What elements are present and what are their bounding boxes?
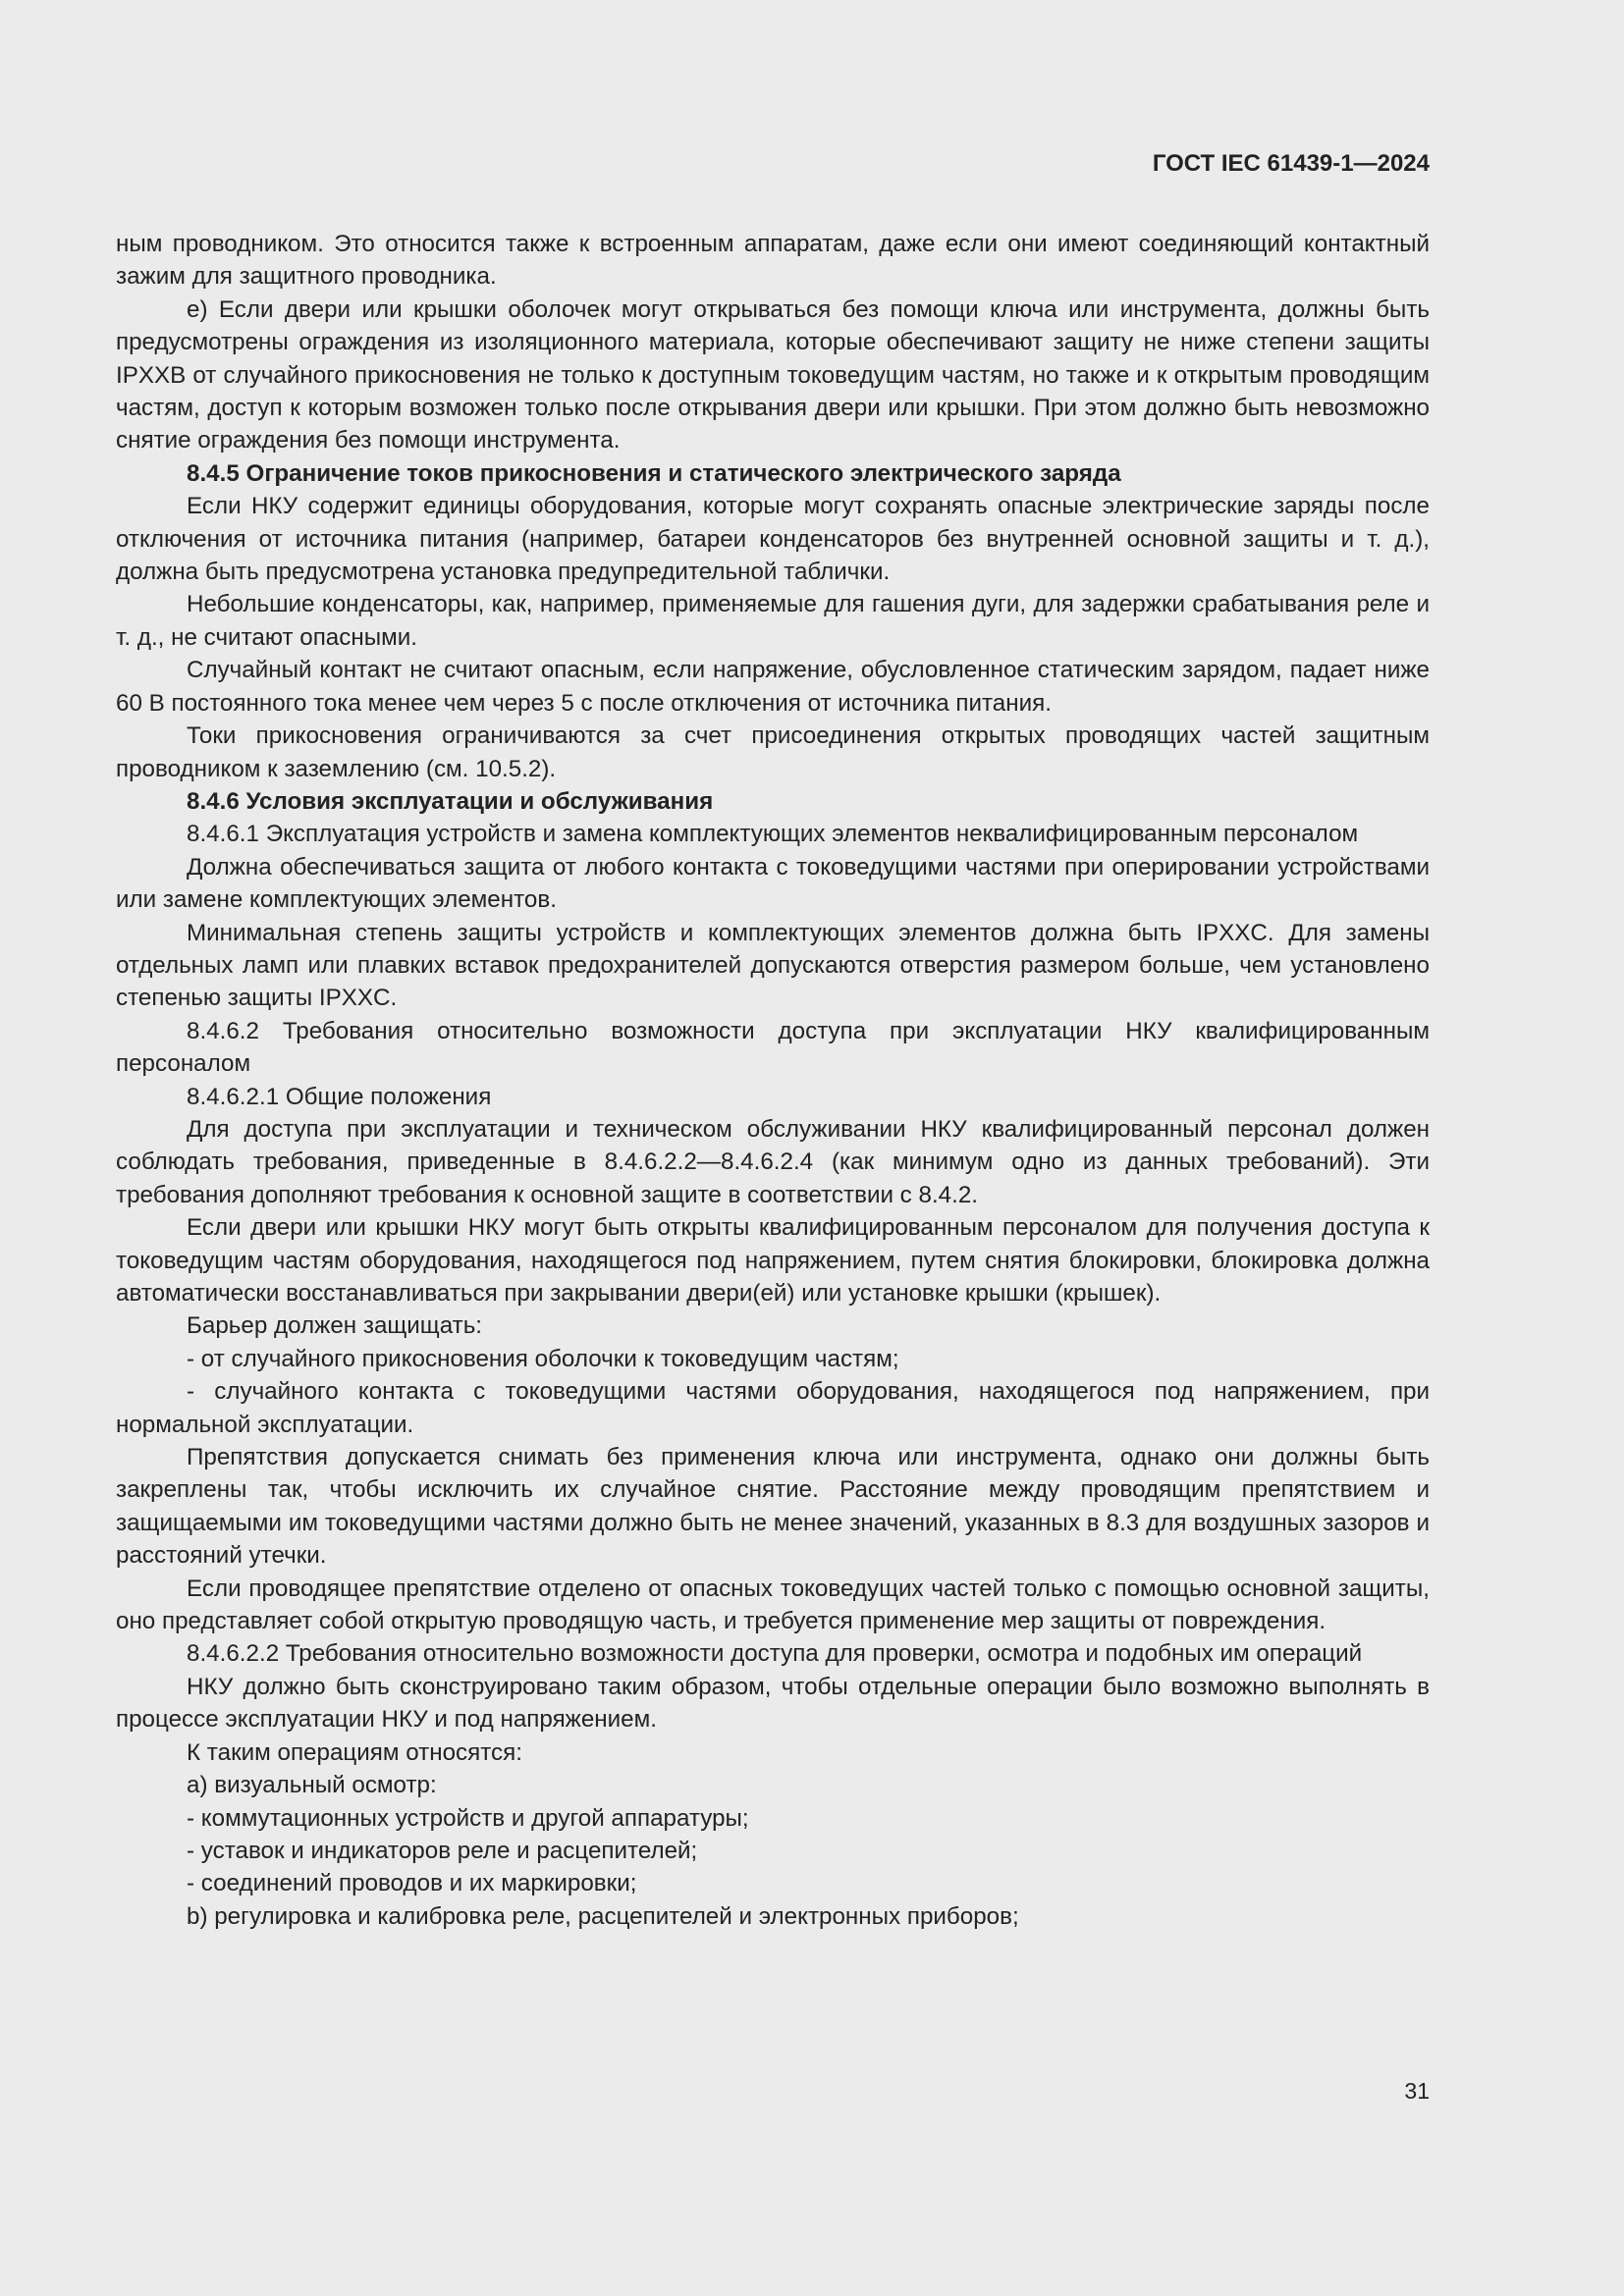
paragraph: e) Если двери или крышки оболочек могут открываться без помощи ключа или инструмента, должны быть предусмотрены ограждения из изоляционного материала, которые обеспечивают защиту не ниже степени защиты IPXXB от случайного прикосновения не только к доступным токоведущим частям, но также и к открытым проводящим частям, доступ к которым возможен только после открывания двери или крышки. При этом должно быть невозможно снятие ограждения без помощи инструмента.	[116, 295, 1430, 454]
paragraph: - коммутационных устройств и другой аппаратуры;	[187, 1804, 749, 1832]
paragraph: - случайного контакта с токоведущими частями оборудования, находящегося под напряжением, при нормальной эксплуатации.	[116, 1378, 1430, 1438]
paragraph: - от случайного прикосновения оболочки к токоведущим частям;	[187, 1345, 899, 1372]
section-heading: 8.4.5 Ограничение токов прикосновения и статического электрического заряда	[187, 459, 1121, 487]
paragraph: Препятствия допускается снимать без применения ключа или инструмента, однако они должны быть закреплены так, чтобы исключить их случайное снятие. Расстояние между проводящим препятствием и защищаемыми им токоведущими частями должно быть не менее значений, указанных в 8.3 для воздушных зазоров и расстояний утечки.	[116, 1444, 1430, 1570]
paragraph: 8.4.6.2.2 Требования относительно возможности доступа для проверки, осмотра и подобных им операций	[187, 1640, 1363, 1668]
paragraph: Минимальная степень защиты устройств и комплектующих элементов должна быть IPXXC. Для замены отдельных ламп или плавких вставок предохранителей допускаются отверстия размером больше, чем установлено степенью защиты IPXXC.	[116, 919, 1430, 1012]
paragraph: Токи прикосновения ограничиваются за счет присоединения открытых проводящих частей защитным проводником к заземлению (см. 10.5.2).	[116, 722, 1430, 782]
paragraph: Небольшие конденсаторы, как, например, применяемые для гашения дуги, для задержки срабатывания реле и т. д., не считают опасными.	[116, 591, 1430, 651]
section-heading: 8.4.6 Условия эксплуатации и обслуживания	[187, 787, 714, 815]
paragraph: - уставок и индикаторов реле и расцепителей;	[187, 1837, 698, 1864]
document-body	[116, 228, 1430, 1933]
paragraph: ным проводником. Это относится также к встроенным аппаратам, даже если они имеют соединяющий контактный зажим для защитного проводника.	[116, 231, 1430, 291]
paragraph: 8.4.6.2.1 Общие положения	[187, 1083, 492, 1110]
page-number: 31	[1404, 2078, 1430, 2104]
paragraph: Барьер должен защищать:	[187, 1312, 483, 1340]
paragraph: Случайный контакт не считают опасным, если напряжение, обусловленное статическим зарядом, падает ниже 60 В постоянного тока менее чем через 5 с после отключения от источника питания.	[116, 657, 1430, 717]
paragraph: b) регулировка и калибровка реле, расцепителей и электронных приборов;	[187, 1902, 1019, 1930]
paragraph: НКУ должно быть сконструировано таким образом, чтобы отдельные операции было возможно выполнять в процессе эксплуатации НКУ и под напряжением.	[116, 1673, 1430, 1734]
paragraph: Для доступа при эксплуатации и техническом обслуживании НКУ квалифицированный персонал должен соблюдать требования, приведенные в 8.4.6.2.2—8.4.6.2.4 (как минимум одно из данных требований). Эти требования дополняют требования к основной защите в соответствии с 8.4.2.	[116, 1115, 1430, 1208]
document-code: ГОСТ IEC 61439-1—2024	[1152, 150, 1430, 177]
paragraph: a) визуальный осмотр:	[187, 1772, 437, 1799]
paragraph: 8.4.6.1 Эксплуатация устройств и замена комплектующих элементов неквалифицированным персоналом	[187, 821, 1359, 848]
paragraph: Если проводящее препятствие отделено от опасных токоведущих частей только с помощью основной защиты, оно представляет собой открытую проводящую часть, и требуется применение мер защиты от повреждения.	[116, 1575, 1430, 1635]
paragraph: 8.4.6.2 Требования относительно возможности доступа при эксплуатации НКУ квалифицированным персоналом	[116, 1017, 1430, 1078]
paragraph: - соединений проводов и их маркировки;	[187, 1870, 637, 1897]
paragraph: Если двери или крышки НКУ могут быть открыты квалифицированным персоналом для получения доступа к токоведущим частям оборудования, находящегося под напряжением, путем снятия блокировки, блокировка должна автоматически восстанавливаться при закрывании двери(ей) или установке крышки (крышек).	[116, 1214, 1430, 1307]
paragraph: Если НКУ содержит единицы оборудования, которые могут сохранять опасные электрические заряды после отключения от источника питания (например, батареи конденсаторов без внутренней основной защиты и т. д.), должна быть предусмотрена установка предупредительной таблички.	[116, 493, 1430, 586]
paragraph: К таким операциям относятся:	[187, 1738, 522, 1766]
paragraph: Должна обеспечиваться защита от любого контакта с токоведущими частями при оперировании устройствами или замене комплектующих элементов.	[116, 853, 1430, 914]
